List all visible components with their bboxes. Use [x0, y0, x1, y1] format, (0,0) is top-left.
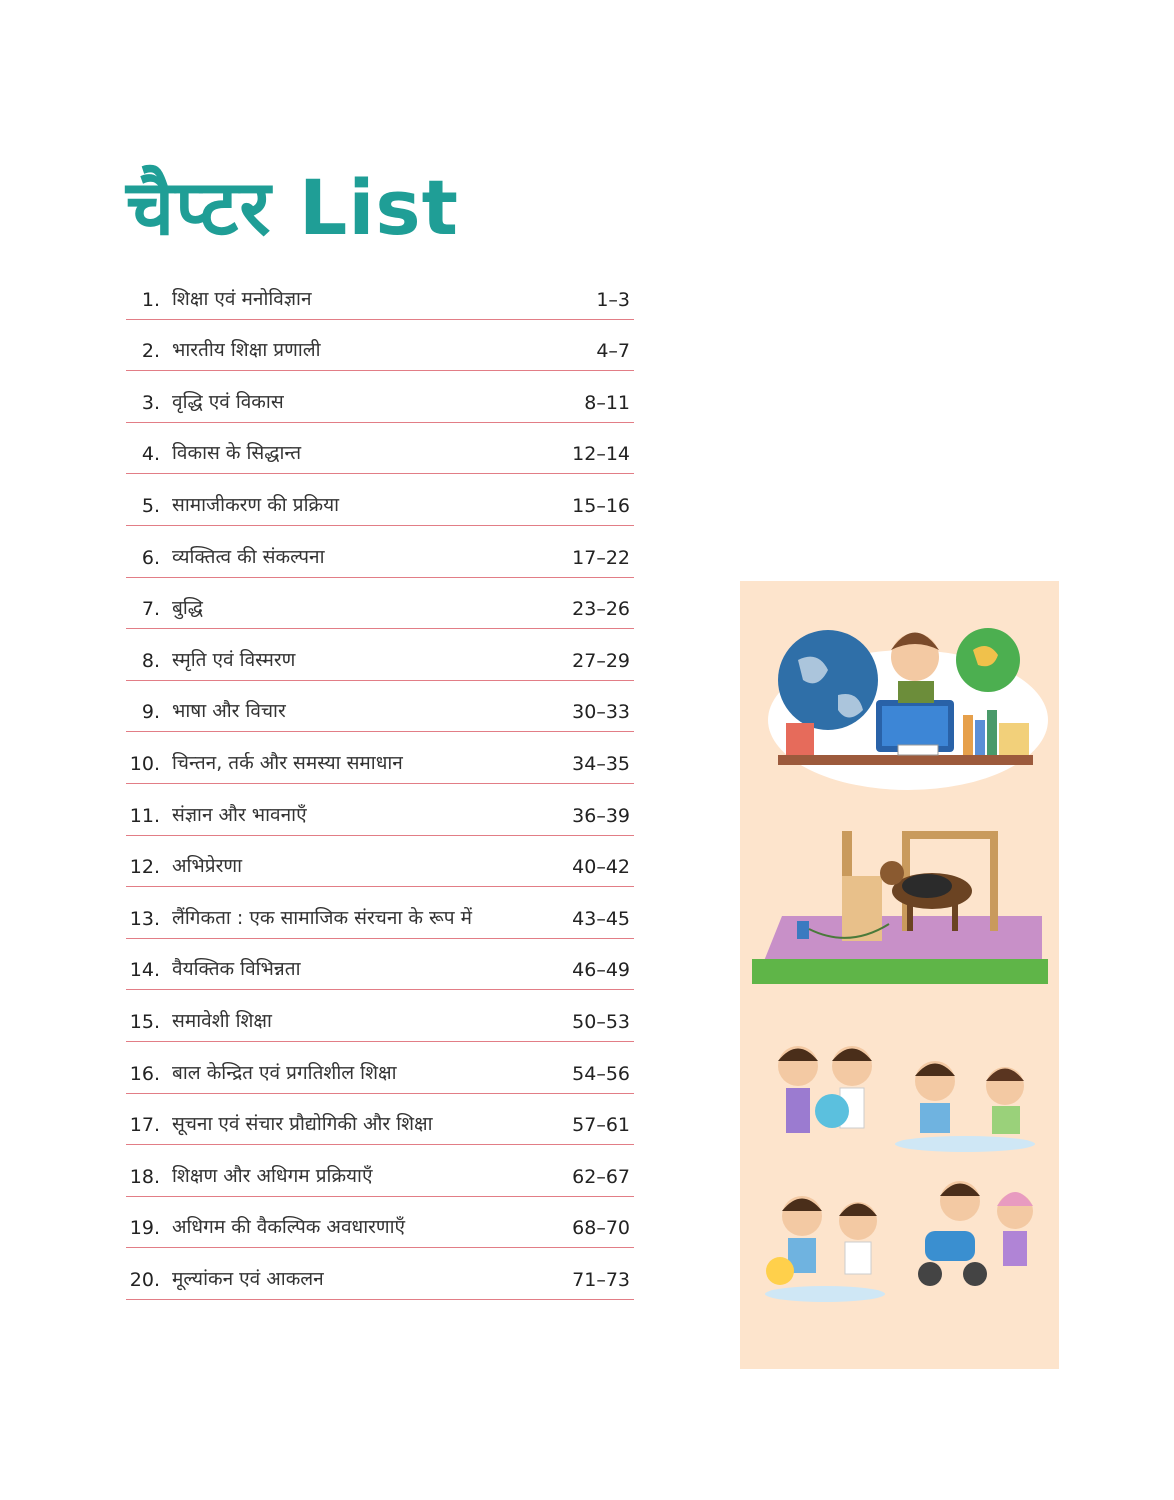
chapter-title: विकास के सिद्धान्त [172, 442, 302, 465]
chapter-row [126, 578, 634, 630]
chapter-title: शिक्षण और अधिगम प्रक्रियाएँ [172, 1164, 373, 1187]
chapter-pages: 71–73 [572, 1268, 630, 1291]
chapter-pages: 27–29 [572, 649, 630, 672]
chapter-pages: 23–26 [572, 598, 630, 621]
chapter-number: 9. [141, 701, 160, 724]
chapter-pages: 4–7 [596, 340, 630, 363]
chapter-row [126, 474, 634, 526]
chapter-pages: 62–67 [572, 1165, 630, 1188]
chapter-number: 7. [141, 598, 160, 621]
chapter-number: 17. [129, 1114, 160, 1137]
chapter-title: अभिप्रेरणा [172, 855, 243, 878]
chapter-pages: 46–49 [572, 959, 630, 982]
chapter-row [126, 320, 634, 372]
chapter-row [126, 629, 634, 681]
chapter-number: 2. [141, 340, 160, 363]
chapter-title: बुद्धि [172, 597, 203, 620]
chapter-number: 1. [141, 288, 160, 311]
chapter-title: स्मृति एवं विस्मरण [172, 648, 296, 671]
chapter-pages: 12–14 [572, 443, 630, 466]
chapter-number: 15. [129, 1010, 160, 1033]
chapter-number: 14. [129, 959, 160, 982]
chapter-row [126, 836, 634, 888]
chapter-title: समावेशी शिक्षा [172, 1009, 272, 1032]
chapter-title: अधिगम की वैकल्पिक अवधारणाएँ [172, 1216, 406, 1239]
chapter-row [126, 939, 634, 991]
chapter-number: 20. [129, 1268, 160, 1291]
chapter-row [126, 1094, 634, 1146]
chapter-pages: 50–53 [572, 1010, 630, 1033]
chapter-row [126, 1042, 634, 1094]
children-playing-illustration [760, 1036, 1050, 1336]
chapter-title: चिन्तन, तर्क और समस्या समाधान [172, 751, 403, 774]
chapter-number: 5. [141, 494, 160, 517]
page-title: चैप्टर List [126, 163, 459, 252]
chapter-row [126, 1197, 634, 1249]
chapter-title: मूल्यांकन एवं आकलन [172, 1267, 324, 1290]
chapter-number: 12. [129, 856, 160, 879]
chapter-pages: 30–33 [572, 701, 630, 724]
chapter-number: 18. [129, 1165, 160, 1188]
chapter-pages: 54–56 [572, 1062, 630, 1085]
chapter-pages: 68–70 [572, 1217, 630, 1240]
chapter-number: 13. [129, 907, 160, 930]
chapter-row [126, 784, 634, 836]
chapter-pages: 36–39 [572, 804, 630, 827]
chapter-title: शिक्षा एवं मनोविज्ञान [172, 287, 312, 310]
chapter-title: संज्ञान और भावनाएँ [172, 803, 307, 826]
chapter-pages: 40–42 [572, 856, 630, 879]
illustration-panel [740, 581, 1059, 1369]
chapter-title: वृद्धि एवं विकास [172, 390, 284, 413]
chapter-row [126, 371, 634, 423]
chapter-row [126, 1145, 634, 1197]
chapter-title: सामाजीकरण की प्रक्रिया [172, 493, 340, 516]
chapter-pages: 34–35 [572, 752, 630, 775]
chapter-title: भाषा और विचार [172, 700, 286, 723]
chapter-row [126, 423, 634, 475]
chapter-pages: 17–22 [572, 546, 630, 569]
student-study-illustration [758, 605, 1048, 790]
chapter-number: 16. [129, 1062, 160, 1085]
chapter-pages: 8–11 [584, 391, 630, 414]
chapter-row [126, 526, 634, 578]
chapter-list [126, 268, 634, 1300]
chapter-row [126, 1248, 634, 1300]
chapter-number: 6. [141, 546, 160, 569]
chapter-title: वैयक्तिक विभिन्नता [172, 958, 301, 981]
chapter-title: भारतीय शिक्षा प्रणाली [172, 339, 321, 362]
chapter-title: लैंगिकता : एक सामाजिक संरचना के रूप में [172, 906, 472, 929]
chapter-row [126, 681, 634, 733]
dog-experiment-illustration [752, 821, 1048, 986]
chapter-pages: 1–3 [596, 288, 630, 311]
chapter-row [126, 268, 634, 320]
chapter-number: 3. [141, 391, 160, 414]
chapter-title: व्यक्तित्व की संकल्पना [172, 545, 325, 568]
chapter-row [126, 732, 634, 784]
chapter-number: 4. [141, 443, 160, 466]
chapter-row [126, 990, 634, 1042]
chapter-number: 10. [129, 752, 160, 775]
chapter-number: 11. [129, 804, 160, 827]
chapter-pages: 15–16 [572, 494, 630, 517]
chapter-pages: 57–61 [572, 1114, 630, 1137]
chapter-row [126, 887, 634, 939]
chapter-title: सूचना एवं संचार प्रौद्योगिकी और शिक्षा [172, 1113, 433, 1136]
chapter-number: 8. [141, 649, 160, 672]
chapter-pages: 43–45 [572, 907, 630, 930]
chapter-title: बाल केन्द्रित एवं प्रगतिशील शिक्षा [172, 1061, 397, 1084]
chapter-number: 19. [129, 1217, 160, 1240]
